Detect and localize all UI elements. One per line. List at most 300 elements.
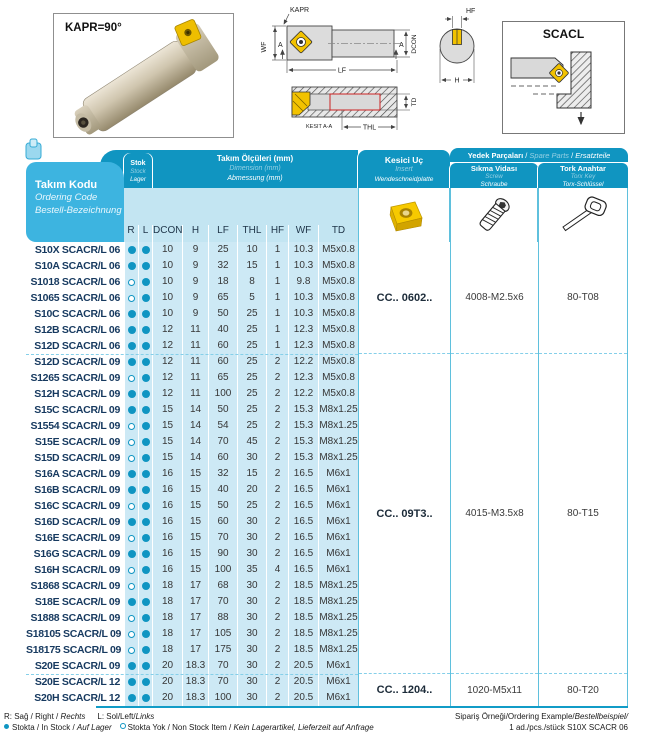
dim-cell: 30 [237,610,266,626]
ordering-code-cell: S12D SCACR/L 09 [26,354,124,370]
stock-header-tr: Stok [130,160,146,167]
dim-cell: 17 [182,610,208,626]
table-row [26,242,358,258]
no-stock-dot-icon [128,375,135,382]
in-stock-dot-icon [142,486,150,494]
dim-cell: 16 [152,466,182,482]
dim-cell: 15 [182,546,208,562]
dimension-table-body [26,242,358,706]
dimension-header-de: Abmessung (mm) [227,175,283,182]
dim-cell: 90 [208,546,237,562]
ordering-code-cell: S16D SCACR/L 09 [26,514,124,530]
dim-cell: 15 [237,258,266,274]
dim-cell: 11 [182,386,208,402]
stock-r-cell [124,642,138,658]
ordering-code-cell: S12H SCACR/L 09 [26,386,124,402]
stock-r-cell [124,690,138,706]
in-stock-dot-icon [142,470,150,478]
insert-column-header [358,150,450,188]
screw-icon [473,194,515,236]
in-stock-dot-icon [128,598,136,606]
dim-cell: 30 [237,674,266,690]
dim-cell: 10.3 [288,242,318,258]
dim-cell: 17 [182,594,208,610]
dim-cell: 30 [237,578,266,594]
stock-l-cell [138,594,152,610]
stock-l-cell [138,658,152,674]
dim-cell: 2 [266,642,288,658]
ordering-code-header-de: Bestell-Bezeichnung [35,204,122,216]
ordering-code-cell: S1554 SCACR/L 09 [26,418,124,434]
stock-l-cell [138,610,152,626]
dim-cell: 11 [182,322,208,338]
dim-cell: 16.5 [288,546,318,562]
in-stock-dot-icon [128,262,136,270]
column-header-h: H [182,225,208,242]
dim-cell: M5x0.8 [318,274,358,290]
dim-cell: 65 [208,370,237,386]
dim-cell: 12.2 [288,354,318,370]
dim-cell: 18.5 [288,578,318,594]
column-header-row [124,188,358,242]
no-stock-legend: Stokta Yok / Non Stock Item / [127,723,234,732]
no-stock-dot-icon [128,535,135,542]
dim-cell: M8x1.25 [318,610,358,626]
table-row [26,498,358,514]
stock-l-cell [138,674,152,690]
dim-cell: 11 [182,338,208,354]
dim-cell: 16 [152,562,182,578]
no-stock-legend-de: Kein Lagerartikel, Lieferzeit auf Anfrage [233,723,374,732]
dim-cell: 50 [208,306,237,322]
insert-code: CC.. 0602.. [376,291,433,304]
dim-cell: 15 [152,418,182,434]
stock-l-cell [138,354,152,370]
dim-cell: M6x1 [318,498,358,514]
stock-l-cell [138,642,152,658]
in-stock-dot-icon [142,662,150,670]
insert-image-cell [358,188,450,242]
torx-key-icon [558,196,608,234]
dim-cell: 70 [208,658,237,674]
stock-r-cell [124,386,138,402]
ordering-code-cell: S16E SCACR/L 09 [26,530,124,546]
insert-code-column [358,242,450,706]
dim-cell: M8x1.25 [318,434,358,450]
torx-code-column [538,242,628,706]
screw-group [451,242,538,354]
dim-cell: M5x0.8 [318,338,358,354]
dim-cell: M8x1.25 [318,418,358,434]
column-header-l: L [138,225,152,242]
ordering-code-cell: S20H SCACR/L 12 [26,690,124,706]
dim-cell: 12 [152,338,182,354]
screw-group [451,674,538,706]
stock-r-cell [124,402,138,418]
wf-dim-label: WF [261,41,268,53]
dim-cell: 175 [208,642,237,658]
stock-r-cell [124,546,138,562]
dim-cell: 12 [152,386,182,402]
stock-l-cell [138,290,152,306]
dim-cell: 15 [182,530,208,546]
dim-cell: 2 [266,354,288,370]
dim-cell: 20 [237,482,266,498]
ordering-code-cell: S15E SCACR/L 09 [26,434,124,450]
in-stock-dot-icon [142,582,150,590]
ordering-example-a: Sipariş Örneği/Ordering Example/ [455,712,575,721]
stock-l-cell [138,482,152,498]
dim-cell: M5x0.8 [318,306,358,322]
table-row [26,690,358,706]
dim-cell: M8x1.25 [318,626,358,642]
in-stock-dot-icon [142,534,150,542]
torx-group [539,242,627,354]
dim-cell: 16.5 [288,466,318,482]
dim-cell: M5x0.8 [318,242,358,258]
dim-cell: 70 [208,530,237,546]
table-row [26,370,358,386]
dim-cell: 2 [266,450,288,466]
no-stock-dot-icon [128,423,135,430]
dim-cell: 15 [237,466,266,482]
dim-cell: 15 [152,434,182,450]
stock-r-cell [124,434,138,450]
dim-cell: 25 [237,322,266,338]
stock-r-cell [124,354,138,370]
in-stock-dot-icon [142,694,150,702]
in-stock-dot-icon [128,342,136,350]
dim-cell: 9 [182,242,208,258]
table-row [26,274,358,290]
stock-l-cell [138,386,152,402]
scacl-title: SCACL [542,27,585,41]
product-photo-box [53,13,234,138]
table-row [26,386,358,402]
in-stock-dot-icon [4,724,9,729]
stock-l-cell [138,242,152,258]
dim-cell: M6x1 [318,658,358,674]
torx-group [539,354,627,674]
column-header-r: R [127,225,135,236]
dim-cell: 25 [208,242,237,258]
dim-cell: 15 [152,450,182,466]
table-row [26,322,358,338]
dim-cell: 17 [182,578,208,594]
screw-code: 1020-M5x11 [467,684,522,696]
ordering-code-cell: S20E SCACR/L 12 [26,674,124,690]
dim-cell: M6x1 [318,482,358,498]
table-row [26,450,358,466]
dim-cell: 20 [152,674,182,690]
section-a-label: A [278,42,283,49]
dim-cell: 2 [266,466,288,482]
ordering-code-cell: S18175 SCACR/L 09 [26,642,124,658]
ordering-code-cell: S15C SCACR/L 09 [26,402,124,418]
spare-parts-header-de: Ersatzteile [575,151,611,160]
scacl-drawing [503,44,622,130]
stock-r-cell [124,418,138,434]
screw-header-tr: Sıkma Vidası [470,164,518,173]
group-separator [26,674,358,675]
dim-cell: M5x0.8 [318,322,358,338]
dim-cell: 14 [182,434,208,450]
dim-cell: 30 [237,626,266,642]
dim-cell: 16 [152,546,182,562]
torx-column-header [538,163,628,188]
dim-cell: 100 [208,690,237,706]
screw-image-cell [450,188,538,242]
dim-cell: 15 [152,402,182,418]
in-stock-dot-icon [142,598,150,606]
stock-l-cell [138,274,152,290]
stock-r-cell [124,290,138,306]
dim-cell: M5x0.8 [318,354,358,370]
stock-l-cell [138,322,152,338]
dim-cell: 18.3 [182,658,208,674]
dim-cell: 1 [266,306,288,322]
dimension-header [152,154,358,184]
dim-cell: 70 [208,674,237,690]
dim-cell: 9 [182,274,208,290]
stock-r-cell [124,498,138,514]
dim-cell: 2 [266,626,288,642]
stock-l-cell [138,514,152,530]
group-separator [26,354,358,355]
in-stock-dot-icon [142,390,150,398]
stock-r-cell [124,370,138,386]
dim-cell: 15 [182,498,208,514]
stock-l-cell [138,690,152,706]
clipboard-icon [25,138,42,160]
lf-dim-label: LF [337,67,347,75]
screw-column-header [450,163,538,188]
in-stock-dot-icon [142,406,150,414]
in-stock-legend-de: Auf Lager [76,723,112,732]
stock-l-cell [138,418,152,434]
dim-cell: 18.5 [288,642,318,658]
stock-r-cell [124,274,138,290]
dim-cell: 60 [208,514,237,530]
dim-cell: 10.3 [288,306,318,322]
dim-cell: 88 [208,610,237,626]
ordering-code-cell: S10C SCACR/L 06 [26,306,124,322]
dim-cell: 18 [152,626,182,642]
kesit-label: KESIT A-A [306,124,333,130]
stock-l-cell [138,530,152,546]
dim-cell: 60 [208,354,237,370]
column-header-wf: WF [288,225,318,242]
dim-cell: 60 [208,338,237,354]
td-dim-label: TD [411,97,418,107]
dim-cell: M6x1 [318,674,358,690]
dim-cell: 50 [208,498,237,514]
in-stock-dot-icon [142,358,150,366]
in-stock-dot-icon [142,646,150,654]
no-stock-dot-icon [128,631,135,638]
dim-cell: 2 [266,530,288,546]
dim-cell: M5x0.8 [318,258,358,274]
stock-l-cell [138,402,152,418]
dim-cell: 12.3 [288,370,318,386]
ordering-code-cell: S10A SCACR/L 06 [26,258,124,274]
ordering-example-value: 1 ad./pcs./stück S10X SCACR 06 [509,723,628,732]
table-row [26,482,358,498]
no-stock-dot-icon [128,615,135,622]
dim-cell: 16 [152,530,182,546]
dim-cell: 14 [182,418,208,434]
no-stock-dot-icon [128,455,135,462]
dim-cell: 10 [152,258,182,274]
dim-cell: 1 [266,322,288,338]
dim-cell: 2 [266,578,288,594]
table-row [26,514,358,530]
table-row [26,290,358,306]
in-stock-dot-icon [128,326,136,334]
torx-code: 80-T15 [567,508,599,519]
spare-parts-header: Yedek Parçaları / Spare Parts / Ersatzteile [450,148,628,162]
dim-cell: 2 [266,498,288,514]
screw-code: 4008-M2.5x6 [465,292,524,303]
dim-cell: 100 [208,386,237,402]
table-row [26,626,358,642]
table-row [26,530,358,546]
in-stock-dot-icon [142,310,150,318]
dim-cell: 12 [152,370,182,386]
stock-r-cell [124,450,138,466]
in-stock-dot-icon [142,326,150,334]
ordering-code-cell: S15D SCACR/L 09 [26,450,124,466]
dim-cell: 30 [237,450,266,466]
dim-cell: 17 [182,642,208,658]
in-stock-dot-icon [128,310,136,318]
ordering-code-cell: S16B SCACR/L 09 [26,482,124,498]
dim-cell: 12 [152,354,182,370]
stock-header [124,153,152,188]
dim-cell: 8 [237,274,266,290]
table-row [26,258,358,274]
torx-image-cell [538,188,628,242]
dim-cell: 54 [208,418,237,434]
dim-cell: 12 [152,322,182,338]
dim-cell: 16.5 [288,562,318,578]
table-bottom-border [96,706,628,708]
dim-cell: 30 [237,546,266,562]
dim-cell: 1 [266,274,288,290]
spare-parts-header-en: Spare Parts [529,151,570,160]
dim-cell: 60 [208,450,237,466]
dim-cell: 25 [237,354,266,370]
insert-code: CC.. 1204.. [376,684,433,696]
screw-header-en: Screw [485,172,503,180]
dim-cell: 25 [237,402,266,418]
table-row [26,562,358,578]
in-stock-dot-icon [142,278,150,286]
dim-cell: 16.5 [288,530,318,546]
table-row [26,418,358,434]
dim-cell: 2 [266,402,288,418]
dim-cell: 10 [152,290,182,306]
thl-dim-label: THL [362,124,377,132]
screw-code-column [450,242,538,706]
dim-cell: 2 [266,674,288,690]
ordering-code-header [26,162,124,242]
ordering-code-cell: S1265 SCACR/L 09 [26,370,124,386]
in-stock-dot-icon [142,550,150,558]
table-row [26,466,358,482]
stock-l-cell [138,370,152,386]
section-a-label: A [399,42,404,49]
dim-cell: 14 [182,402,208,418]
torx-group [539,674,627,706]
dim-cell: 2 [266,482,288,498]
kapr-dim-label: KAPR [290,7,310,14]
table-row [26,306,358,322]
table-row [26,402,358,418]
stock-r-cell [124,578,138,594]
l-legend-de: Links [135,712,155,721]
no-stock-dot-icon [120,723,126,729]
insert-header-de: Wendeschneidplatte [374,176,434,183]
in-stock-dot-icon [128,358,136,366]
insert-group [359,354,450,674]
stock-r-cell [124,530,138,546]
dim-cell: 11 [182,370,208,386]
ordering-code-cell: S16G SCACR/L 09 [26,546,124,562]
in-stock-dot-icon [128,470,136,478]
stock-header-de: Lager [130,176,146,183]
stock-r-cell [124,466,138,482]
dim-cell: M5x0.8 [318,386,358,402]
spare-parts-header-tr: Yedek Parçaları [467,151,524,160]
kapr-angle-label: KAPR=90° [65,22,122,34]
dim-cell: 25 [237,418,266,434]
dim-cell: 30 [237,594,266,610]
stock-r-cell [124,306,138,322]
dim-cell: 2 [266,610,288,626]
dim-cell: 16.5 [288,514,318,530]
dim-cell: 45 [237,434,266,450]
dim-cell: 18.3 [182,690,208,706]
ordering-code-cell: S18E SCACR/L 09 [26,594,124,610]
dimension-header-tr: Takım Ölçüleri (mm) [216,154,294,163]
dim-cell: 68 [208,578,237,594]
stock-legend [4,723,374,732]
torx-header-tr: Tork Anahtar [560,164,606,173]
table-row [26,642,358,658]
dim-cell: 10 [152,242,182,258]
dim-cell: 18.3 [182,674,208,690]
table-row [26,658,358,674]
ordering-example-b: Bestellbeispiel/ [574,712,628,721]
dim-cell: 16 [152,498,182,514]
stock-l-cell [138,546,152,562]
dim-cell: 18 [152,594,182,610]
dim-cell: 105 [208,626,237,642]
no-stock-dot-icon [128,295,135,302]
stock-l-cell [138,466,152,482]
stock-header-en: Stock [130,168,146,175]
table-row [26,354,358,370]
dim-cell: 9 [182,290,208,306]
dim-cell: 2 [266,434,288,450]
dim-cell: 25 [237,306,266,322]
in-stock-dot-icon [128,662,136,670]
stock-l-cell [138,258,152,274]
insert-header-en: Insert [395,166,413,173]
ordering-code-cell: S1888 SCACR/L 09 [26,610,124,626]
dim-cell: 32 [208,258,237,274]
